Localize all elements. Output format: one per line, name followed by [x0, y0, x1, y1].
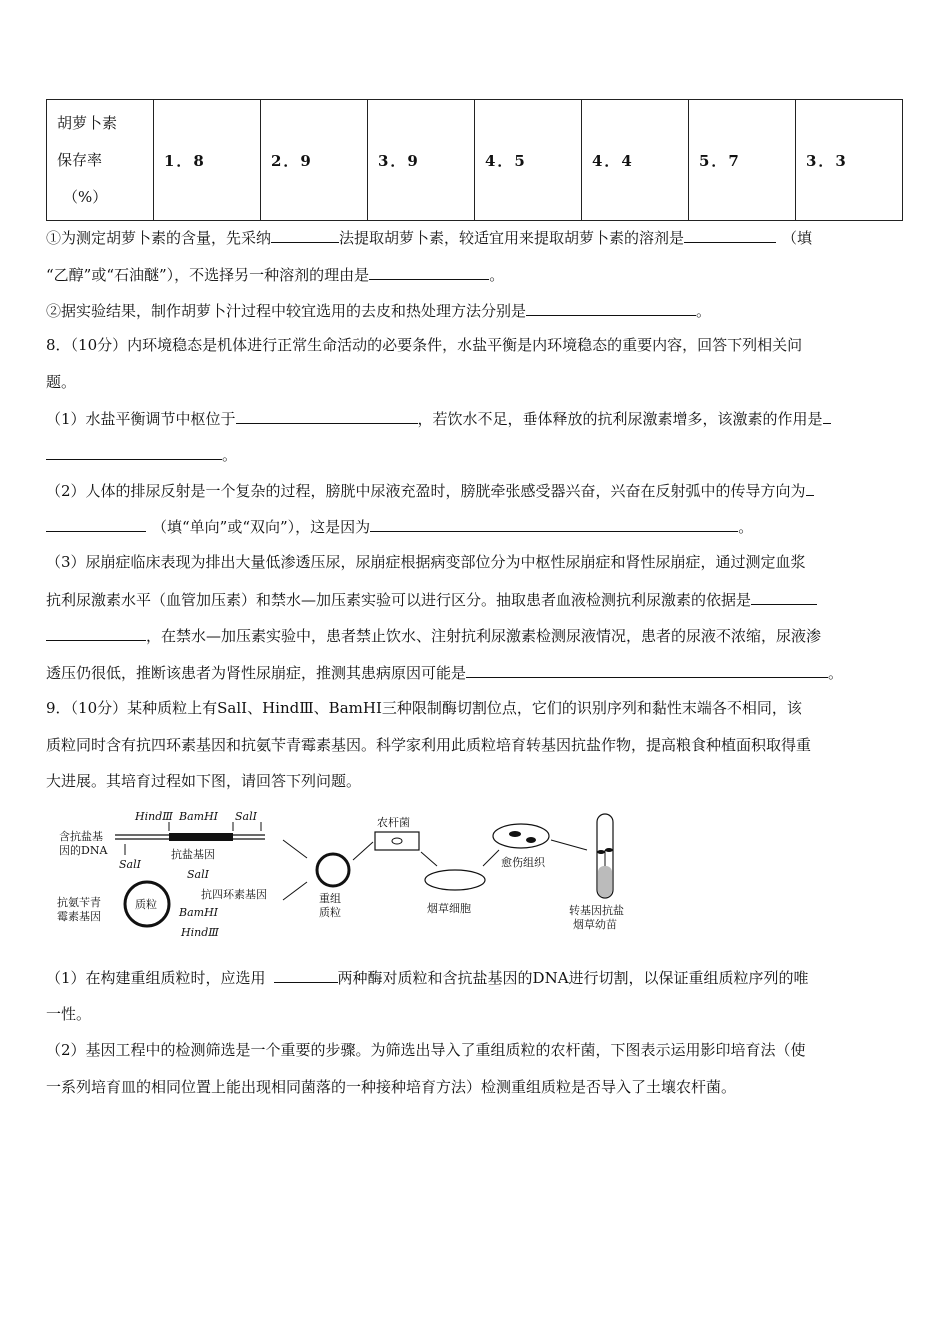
q8-intro-1: 8．（10分）内环境稳态是机体进行正常生命活动的必要条件，水盐平衡是内环境稳态的重要内容，回答下列相关问 — [46, 336, 803, 354]
callus-dish — [493, 824, 549, 848]
answer-blank[interactable] — [370, 516, 738, 532]
answer-blank[interactable] — [46, 516, 146, 532]
seedling-label-line: 烟草幼苗 — [573, 918, 617, 931]
q8-part2-line-1: （2）人体的排尿反射是一个复杂的过程，膀胱中尿液充盈时，膀胱牵张感受器兴奋，兴奋在反射弧中的传导方向为 — [46, 480, 906, 501]
q9-part1-line-2: 一性。 — [46, 1005, 92, 1023]
process-arrow — [283, 882, 307, 900]
gene-label: 抗盐基因 — [171, 848, 215, 861]
q8-part2-line-2: （填“单向”或“双向”），这是因为 。 — [46, 516, 906, 537]
tobacco-dish — [425, 870, 485, 890]
answer-blank[interactable] — [46, 625, 146, 641]
process-arrow — [353, 842, 373, 860]
sal1-label: SalⅠ — [235, 810, 257, 823]
q9-intro-3: 大进展。其培育过程如下图，请回答下列问题。 — [46, 772, 362, 790]
table-cell: 1．8 — [154, 100, 261, 221]
plasmid-label: 质粒 — [135, 898, 157, 911]
q9-part1-line-1: （1）在构建重组质粒时，应选用 两种酶对质粒和含抗盐基因的DNA进行切割，以保证重组质粒序列的唯 — [46, 969, 809, 987]
row-label-line: 保存率 — [57, 150, 103, 169]
row-label-line: 胡萝卜素 — [57, 113, 118, 132]
answer-blank[interactable] — [823, 408, 831, 424]
carotene-table — [46, 99, 903, 221]
tet-gene-label: 抗四环素基因 — [201, 888, 267, 901]
recomb-label-line: 质粒 — [319, 906, 341, 919]
answer-blank[interactable] — [751, 589, 817, 605]
answer-blank[interactable] — [236, 408, 418, 424]
seedling-label-line: 转基因抗盐 — [569, 904, 624, 917]
answer-blank[interactable] — [46, 444, 222, 460]
q9-part2-line-1: （2）基因工程中的检测筛选是一个重要的步骤。为筛选出导入了重组质粒的农杆菌，下图表示运用影印培育法（使 — [46, 1041, 806, 1059]
agro-cell — [375, 832, 419, 850]
process-arrow — [483, 850, 499, 866]
recomb-label-line: 重组 — [319, 892, 341, 905]
row-label-cell — [47, 100, 154, 221]
answer-blank[interactable] — [466, 662, 828, 678]
q7-line-3: ②据实验结果，制作胡萝卜汁过程中较宜选用的去皮和热处理方法分别是 。 — [46, 302, 712, 320]
table-cell: 3．9 — [368, 100, 475, 221]
hind3-label: HindⅢ — [135, 810, 173, 823]
recombinant-plasmid-circle — [317, 854, 349, 886]
table-row — [47, 100, 903, 221]
process-arrow — [551, 840, 587, 850]
seedling-leaf — [597, 850, 605, 854]
q8-part3-line-2: 抗利尿激素水平（血管加压素）和禁水—加压素实验可以进行区分。抽取患者血液检测抗利尿激素的依据是 — [46, 589, 906, 610]
table-cell: 4．5 — [475, 100, 582, 221]
plasmid-bamh1-label: BamHⅠ — [179, 906, 219, 919]
culture-medium — [598, 866, 612, 897]
q7-line-2: “乙醇”或“石油醚”），不选择另一种溶剂的理由是 。 — [46, 266, 505, 284]
callus-lump — [509, 831, 521, 837]
answer-blank[interactable] — [271, 227, 339, 243]
q8-part3-line-4: 透压仍很低，推断该患者为肾性尿崩症，推测其患病原因可能是 。 — [46, 664, 844, 682]
answer-blank[interactable] — [806, 480, 814, 496]
gene-engineering-diagram — [55, 800, 695, 942]
sal1-lower-label: SalⅠ — [119, 858, 141, 871]
callus-label: 愈伤组织 — [501, 856, 545, 869]
answer-blank[interactable] — [526, 300, 696, 316]
callus-lump — [526, 837, 536, 843]
answer-blank[interactable] — [369, 264, 489, 280]
q8-part1-line-2: 。 — [46, 444, 906, 465]
q8-part1-line-1: （1）水盐平衡调节中枢位于 ，若饮水不足，垂体释放的抗利尿激素增多，该激素的作用是 — [46, 408, 906, 429]
salt-resistance-gene — [169, 833, 233, 841]
row-label-line: （%） — [63, 187, 108, 206]
process-arrow — [421, 852, 437, 866]
agro-nucleus — [392, 838, 402, 844]
table-cell: 3．3 — [796, 100, 903, 221]
plasmid-sal1-label: SalⅠ — [187, 868, 209, 881]
agro-label: 农杆菌 — [377, 816, 410, 829]
plasmid-hind3-label: HindⅢ — [181, 926, 219, 939]
amp-label-line: 抗氨苄青 — [57, 896, 101, 909]
table-cell: 4．4 — [582, 100, 689, 221]
answer-blank[interactable] — [274, 967, 338, 983]
q9-part2-line-2: 一系列培育皿的相同位置上能出现相同菌落的一种接种培育方法）检测重组质粒是否导入了土壤农杆菌。 — [46, 1078, 737, 1096]
tobacco-cells-label: 烟草细胞 — [427, 902, 471, 915]
process-arrow — [283, 840, 307, 858]
amp-label-line: 霉素基因 — [57, 910, 101, 923]
q9-intro-2: 质粒同时含有抗四环素基因和抗氨苄青霉素基因。科学家利用此质粒培育转基因抗盐作物，提高粮食种植面积取得重 — [46, 736, 812, 754]
bamh1-label: BamHⅠ — [179, 810, 219, 823]
dna-label-line: 含抗盐基 — [59, 830, 103, 843]
q8-intro-2: 题。 — [46, 373, 77, 391]
table-cell: 5．7 — [689, 100, 796, 221]
answer-blank[interactable] — [684, 227, 776, 243]
q8-part3-line-1: （3）尿崩症临床表现为排出大量低渗透压尿，尿崩症根据病变部位分为中枢性尿崩症和肾性尿崩症，通过测定血浆 — [46, 553, 806, 571]
q8-part3-line-3: ，在禁水—加压素实验中，患者禁止饮水、注射抗利尿激素检测尿液情况，患者的尿液不浓缩，尿液渗 — [46, 625, 906, 646]
q9-intro-1: 9．（10分）某种质粒上有SalⅠ、HindⅢ、BamHⅠ三种限制酶切割位点，它们的识别序列和黏性末端各不相同，该 — [46, 699, 802, 717]
table-cell: 2．9 — [261, 100, 368, 221]
q7-line-1: ①为测定胡萝卜素的含量，先采纳 法提取胡萝卜素，较适宜用来提取胡萝卜素的溶剂是 （填 — [46, 229, 813, 247]
seedling-leaf — [605, 848, 613, 852]
dna-label-line: 因的DNA — [59, 844, 108, 857]
